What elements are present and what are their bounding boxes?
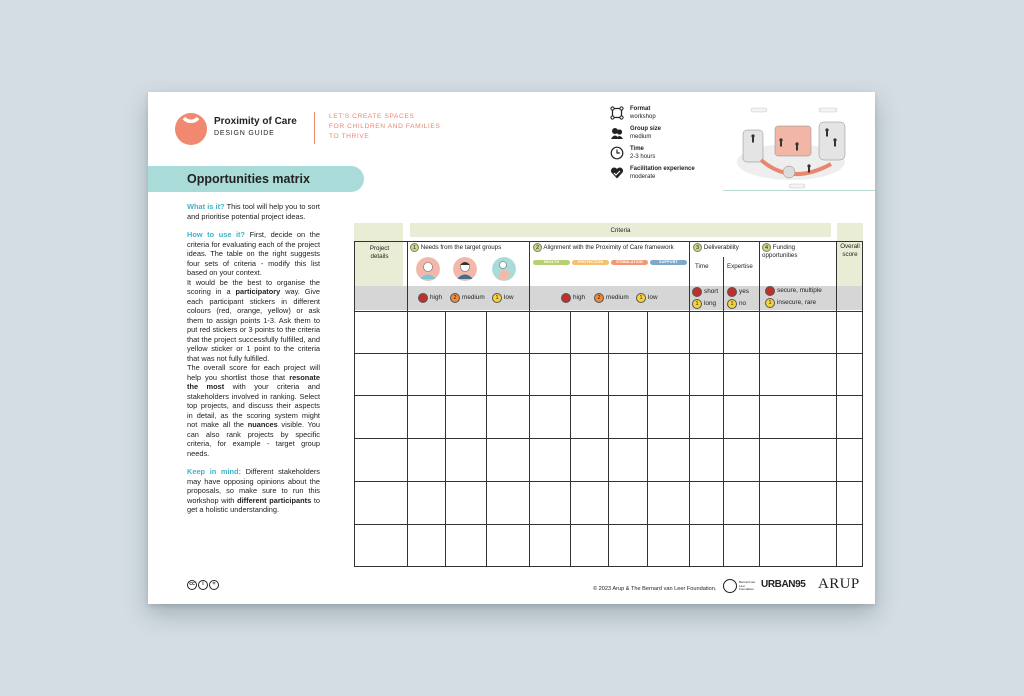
grid-line	[407, 241, 408, 567]
group-label: Funding opportunities	[762, 244, 798, 260]
keep-label: Keep in mind:	[187, 467, 242, 476]
legend-no: no	[739, 300, 747, 307]
yellow-sticker: 1	[492, 293, 502, 303]
legend-short: short	[704, 288, 719, 295]
tag-health: HEALTH	[533, 260, 570, 265]
grid-line	[647, 311, 648, 567]
cc-icon: cc	[187, 580, 197, 590]
copyright: © 2023 Arup & The Bernard van Leer Foundation.	[593, 586, 717, 592]
grid-line	[862, 241, 863, 567]
time-subheader: Time	[695, 263, 709, 270]
grid-line	[354, 241, 863, 242]
criteria-label: Criteria	[610, 227, 631, 234]
urban95-logo: URBAN95	[761, 579, 806, 590]
orange-sticker: 2	[594, 293, 604, 303]
caregiver-avatar-icon	[453, 257, 477, 281]
group-funding-header	[762, 243, 832, 260]
group-label: Needs from the target groups	[420, 244, 502, 252]
arup-logo: ARUP	[818, 576, 860, 592]
keep-emphasis: different participants	[237, 495, 312, 505]
bernard-van-leer-name: Bernard van Leer Foundation	[739, 580, 756, 592]
how-text: visible. You can also rank projects by specific criteria, for example - target group needs.	[187, 420, 320, 458]
pregnant-woman-avatar-icon	[492, 257, 516, 281]
yellow-sticker: 1	[692, 299, 702, 309]
tagline-line: FOR CHILDREN AND FAMILIES	[329, 123, 441, 130]
tag-stimulation: STIMULATION	[611, 260, 648, 265]
meta-value: medium	[630, 133, 652, 140]
tag-protection: PROTECTION	[572, 260, 609, 265]
tagline-line: LET'S CREATE SPACES	[329, 113, 415, 120]
page-title: Opportunities matrix	[187, 172, 310, 186]
grid-line	[486, 311, 487, 567]
meta-value: 2-3 hours	[630, 153, 656, 160]
opportunities-matrix	[148, 92, 875, 604]
grid-line	[689, 241, 690, 567]
guide-page	[148, 92, 875, 604]
group-label: Deliverability	[703, 244, 739, 252]
grid-line	[759, 241, 760, 567]
grid-line	[445, 311, 446, 567]
red-sticker	[692, 287, 702, 297]
legend-medium: medium	[462, 294, 485, 301]
child-avatar-icon	[416, 257, 440, 281]
grid-line	[529, 241, 530, 567]
how-emphasis: resonate the most	[187, 372, 320, 391]
expertise-subheader: Expertise	[727, 263, 753, 270]
legend-high: high	[573, 294, 586, 301]
how-text: with your criteria and stakeholders involved in ranking. Select top projects, and discuss their aspects in detail, as the scoring system might not make all the	[187, 382, 320, 429]
group-alignment-header	[533, 243, 674, 252]
legend-secure: secure, multiple	[777, 287, 822, 294]
brand-title: Proximity of Care	[214, 116, 297, 127]
how-text: First, decide on the criteria for evaluating each of the project ideas. The table on the right suggests four sets of criteria - modify this list based on your context.	[187, 230, 320, 277]
grid-line	[723, 257, 724, 567]
by-icon: i	[198, 580, 208, 590]
legend-low: low	[648, 294, 658, 301]
yellow-sticker: 1	[765, 298, 775, 308]
nd-icon: =	[209, 580, 219, 590]
grid-line	[608, 311, 609, 567]
red-sticker	[418, 293, 428, 303]
group-number-badge: 1	[410, 243, 419, 252]
project-details-label: Project details	[369, 245, 390, 260]
group-number-badge: 4	[762, 243, 771, 252]
legend-medium: medium	[606, 294, 629, 301]
group-deliverability-header	[693, 243, 739, 252]
yellow-sticker: 1	[636, 293, 646, 303]
overall-score-label: Overall score	[840, 243, 860, 258]
meta-value: workshop	[630, 113, 656, 120]
group-needs-header	[410, 243, 501, 252]
group-label: Alignment with the Proximity of Care framework	[543, 244, 674, 252]
legend-yes: yes	[739, 288, 749, 295]
legend-high: high	[430, 294, 443, 301]
how-emphasis: nuances	[247, 420, 278, 429]
bernard-van-leer-logo	[723, 579, 737, 593]
overall-score-header	[837, 223, 863, 286]
how-text: It would be the best to organise the scoring in a	[187, 277, 320, 296]
how-text: The overall score for each project will help you shortlist those that	[187, 363, 320, 382]
meta-label: Format	[630, 106, 651, 112]
group-number-badge: 3	[693, 243, 702, 252]
yellow-sticker: 1	[727, 299, 737, 309]
red-sticker	[727, 287, 737, 297]
legend-long: long	[704, 300, 717, 307]
group-number-badge: 2	[533, 243, 542, 252]
meta-label: Group size	[630, 126, 662, 132]
keep-text: to get a holistic understanding.	[187, 495, 320, 514]
brand-subtitle: DESIGN GUIDE	[214, 130, 275, 137]
meta-label: Time	[630, 146, 644, 152]
red-sticker	[561, 293, 571, 303]
criteria-header	[410, 223, 831, 237]
legend-low: low	[504, 294, 514, 301]
tag-support: SUPPORT	[650, 260, 687, 265]
project-details-header	[354, 223, 403, 286]
orange-sticker: 2	[450, 293, 460, 303]
grid-line	[354, 241, 355, 567]
red-sticker	[765, 286, 775, 296]
grid-line	[836, 241, 837, 567]
meta-label: Facilitation experience	[630, 166, 695, 172]
meta-value: moderate	[630, 173, 656, 180]
keep-text: Different stakeholders may have opposing opinions about the proposals, so make sure to run this workshop with	[187, 467, 320, 505]
tagline-line: TO THRIVE	[329, 133, 370, 140]
grid-line	[570, 311, 571, 567]
how-text: way. Give each participant stickers in different colours (red, orange, yellow) or ask them to assign points 1-3. Ask them to put red stickers or 3 points to the criteria that the project successfully fulfilled, and yellow sticker or 1 point to the criteria that was not fully fulfilled.	[187, 287, 320, 363]
how-emphasis: participatory	[235, 287, 281, 296]
how-label: How to use it?	[187, 230, 246, 239]
what-label: What is it?	[187, 202, 225, 211]
what-text: This tool will help you to sort and prioritise potential project ideas.	[187, 202, 320, 221]
legend-insecure: insecure, rare	[777, 299, 817, 306]
